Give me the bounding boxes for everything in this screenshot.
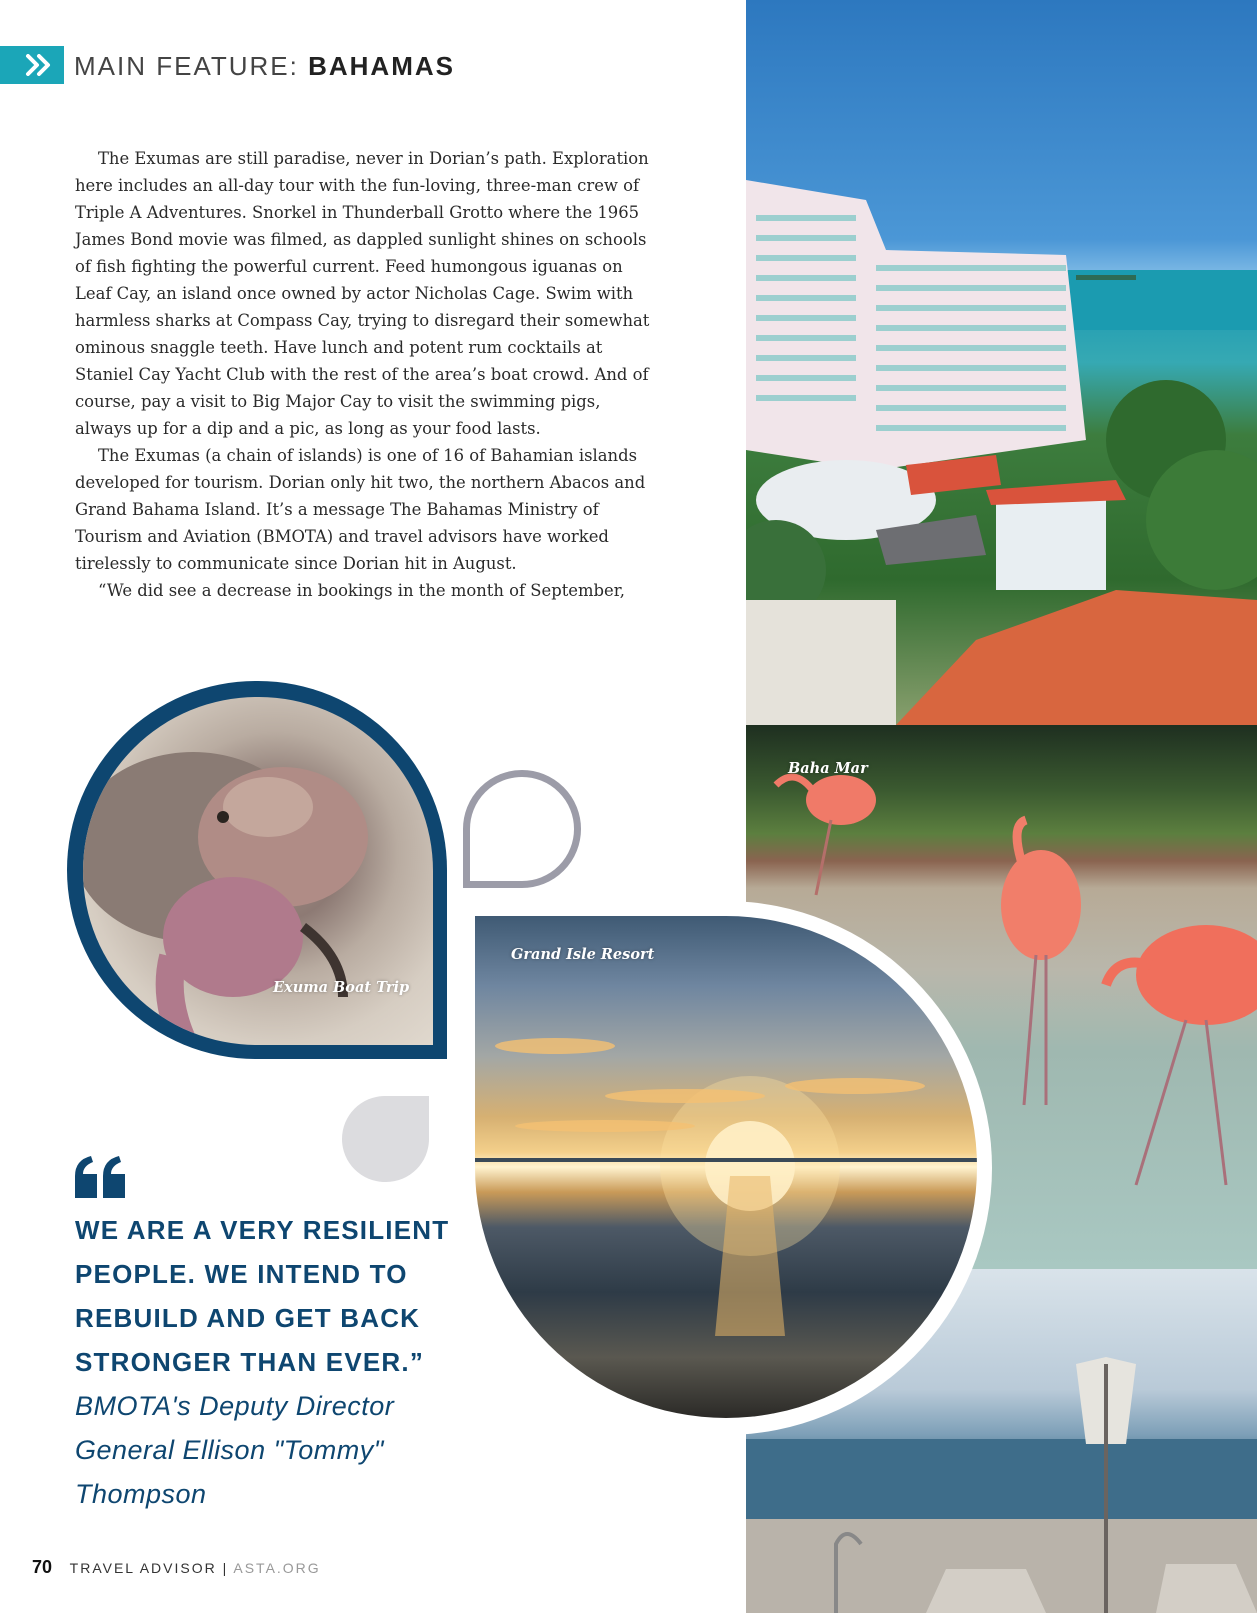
publication-name: TRAVEL ADVISOR: [69, 1560, 217, 1576]
decorative-grey-shape: [342, 1096, 429, 1182]
section-topic: BAHAMAS: [308, 51, 455, 81]
hotel-illustration: [746, 0, 1257, 725]
decorative-outline-shape: [463, 770, 581, 888]
article-paragraph: The Exumas (a chain of islands) is one of 16 of Bahamian islands developed for tourism. Dorian only hit two, the northern Abacos and Grand Bahama Island. It’s a message The Bahamas Ministry of Tourism and Aviation (BMOTA) and travel advisors have worked tirelessly to communicate since Dorian hit in August.: [75, 446, 646, 573]
caption-baha-mar: Baha Mar: [788, 760, 868, 777]
footer-separator: |: [222, 1560, 229, 1576]
section-tab: [0, 46, 64, 84]
pull-quote: [75, 1208, 475, 1516]
section-prefix: MAIN FEATURE:: [74, 51, 299, 81]
sunset-photo: [475, 916, 977, 1418]
double-chevron-right-icon: [25, 54, 53, 76]
article-body: [75, 145, 655, 604]
iguana-photo: [83, 697, 433, 1045]
quote-attribution: BMOTA's Deputy Director General Ellison "Tommy" Thompson: [75, 1391, 395, 1509]
quote-text: WE ARE A VERY RESILIENT PEOPLE. WE INTEND TO REBUILD AND GET BACK STRONGER THAN EVER.”: [75, 1215, 450, 1377]
caption-grand-isle-resort: Grand Isle Resort: [511, 946, 655, 963]
sunset-illustration: [475, 916, 977, 1418]
page-footer: [32, 1557, 321, 1578]
caption-exuma-boat-trip: Exuma Boat Trip: [273, 979, 410, 996]
hotel-photo: [746, 0, 1257, 725]
section-title: [74, 51, 455, 82]
article-paragraph: The Exumas are still paradise, never in Dorian’s path. Exploration here includes an all-day tour with the fun-loving, three-man crew of Triple A Adventures. Snorkel in Thunderball Grotto where the 1965 James Bond movie was filmed, as dappled sunlight shines on schools of fish fighting the powerful current. Feed humongous iguanas on Leaf Cay, an island once owned by actor Nicholas Cage. Swim with harmless sharks at Compass Cay, trying to disregard their somewhat ominous snaggle teeth. Have lunch and potent rum cocktails at Staniel Cay Yacht Club with the rest of the area’s boat crowd. And of course, pay a visit to Big Major Cay to visit the swimming pigs, always up for a dip and a pic, as long as your food lasts.: [75, 149, 650, 438]
website-link[interactable]: ASTA.ORG: [233, 1560, 321, 1576]
page-number: 70: [32, 1557, 53, 1577]
quote-mark-icon: [75, 1156, 127, 1203]
article-paragraph: “We did see a decrease in bookings in the month of September,: [98, 581, 625, 600]
